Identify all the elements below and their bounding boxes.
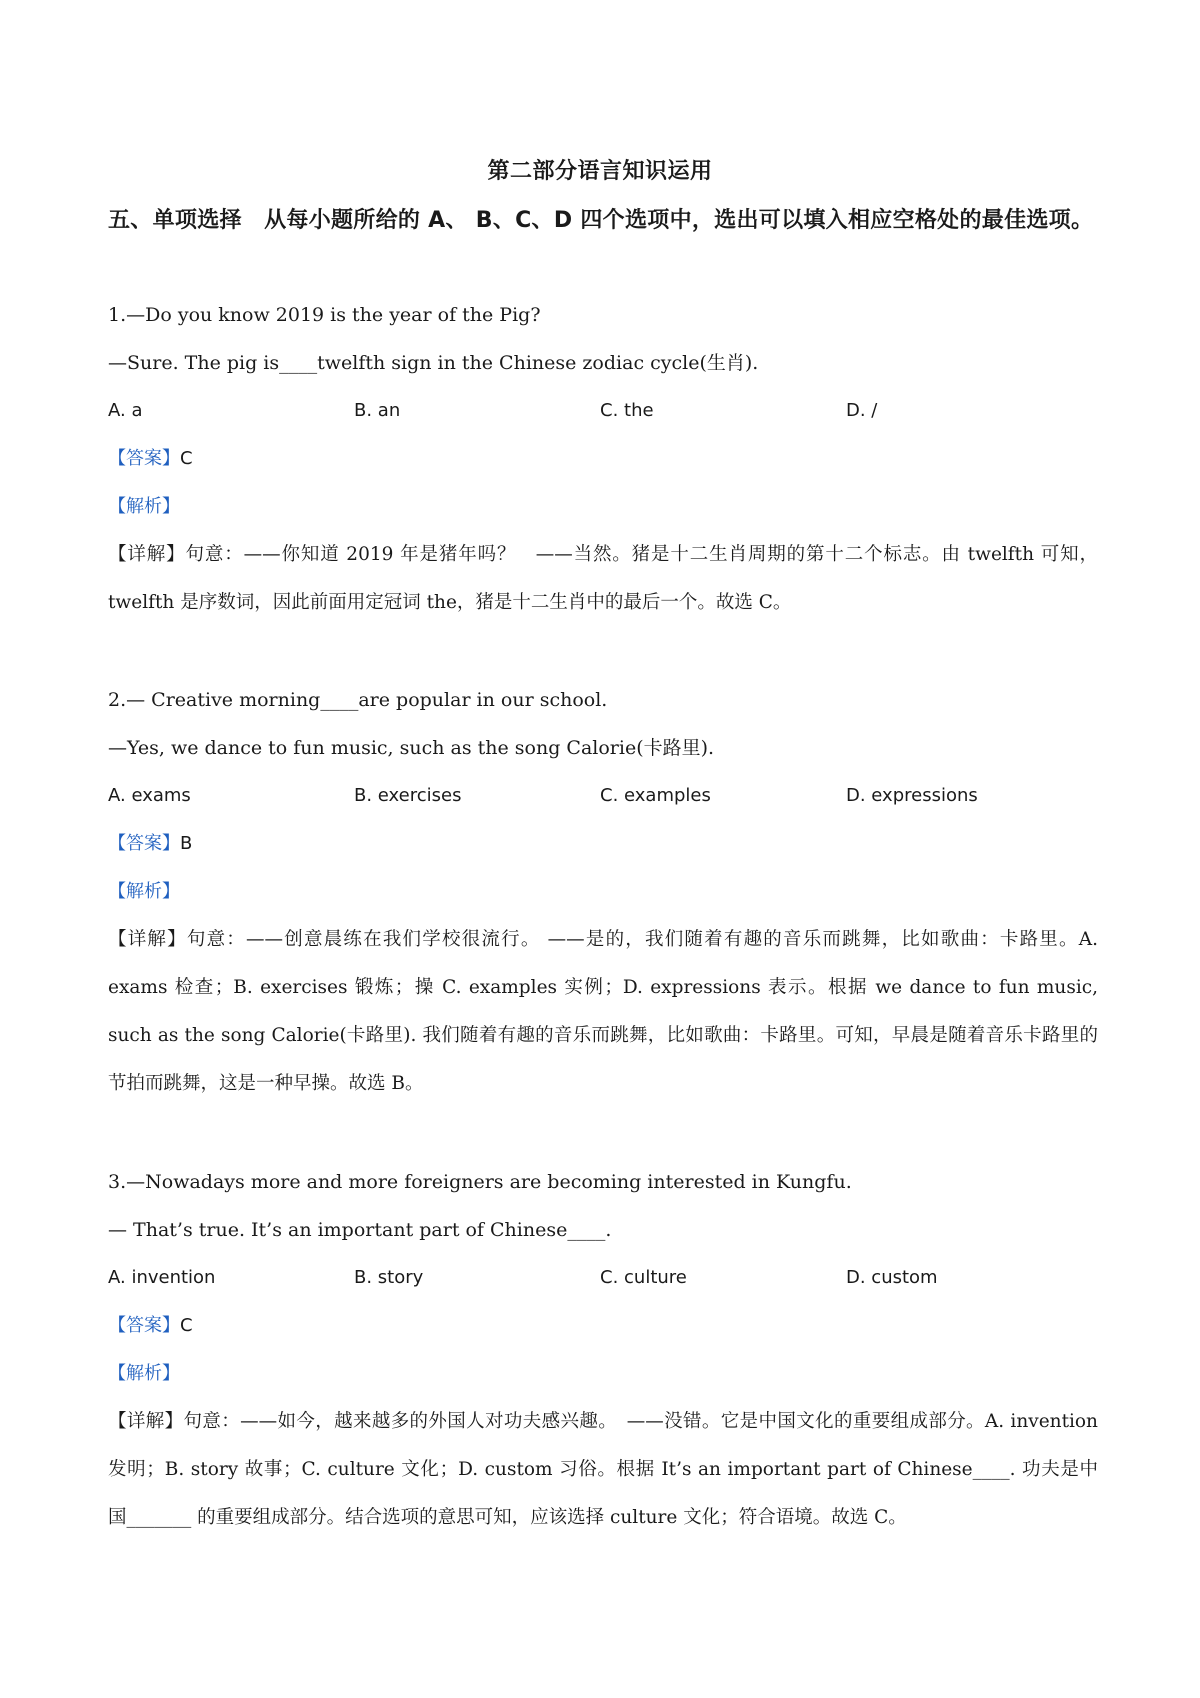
question-stem-reply: —Sure. The pig is____twelfth sign in the Chinese zodiac cycle(生肖). [108, 352, 759, 374]
options-row [108, 387, 1098, 435]
detail-paragraph [108, 1398, 1098, 1542]
option-c: C. culture [600, 1267, 687, 1288]
option-b: B. exercises [354, 785, 462, 806]
option-d: D. custom [846, 1267, 938, 1288]
question-1 [108, 291, 1098, 627]
question-stem-reply: —Yes, we dance to fun music, such as the song Calorie(卡路里). [108, 737, 715, 759]
detail-text: 句意：——如今，越来越多的外国人对功夫感兴趣。 ——没错。它是中国文化的重要组成部分。A. invention 发明；B. story 故事；C. culture 文化；D. custom 习俗。根据 It’s an important part of Chinese____. 功夫是中国_______ 的重要组成部分。结合选项的意思可知，应该选择 culture 文化；符合语境。故选 C。 [108, 1411, 1098, 1528]
option-c: C. the [600, 400, 654, 421]
option-a: A. exams [108, 785, 191, 806]
detail-paragraph [108, 531, 1098, 627]
analysis-tag: 【解析】 [108, 881, 180, 902]
detail-tag: 【详解】 [108, 544, 186, 565]
option-b: B. story [354, 1267, 424, 1288]
detail-text: 句意：——创意晨练在我们学校很流行。 ——是的，我们随着有趣的音乐而跳舞，比如歌曲：卡路里。A. exams 检查；B. exercises 锻炼；操 C. examples 实例；D. expressions 表示。根据 we dance to fun music, such as the song Calorie(卡路里). 我们随着有趣的音乐而跳舞，比如歌曲：卡路里。可知，早晨是随着音乐卡路里的节拍而跳舞，这是一种早操。故选 B。 [108, 929, 1098, 1094]
answer-line [108, 1302, 1098, 1350]
detail-paragraph [108, 916, 1098, 1108]
answer-value: B [180, 833, 193, 854]
option-c: C. examples [600, 785, 711, 806]
question-stem-reply: — That’s true. It’s an important part of Chinese____. [108, 1219, 612, 1241]
question-stem: 2.— Creative morning____are popular in our school. [108, 689, 608, 711]
analysis-line [108, 1350, 1098, 1398]
answer-line [108, 435, 1098, 483]
answer-tag: 【答案】 [108, 448, 180, 469]
analysis-tag: 【解析】 [108, 496, 180, 517]
analysis-line [108, 868, 1098, 916]
option-a: A. a [108, 400, 143, 421]
detail-text: 句意：——你知道 2019 年是猪年吗？ ——当然。猪是十二生肖周期的第十二个标志。由 twelfth 可知，twelfth 是序数词，因此前面用定冠词 the，猪是十二生肖中的最后一个。故选 C。 [108, 544, 1098, 613]
options-row [108, 772, 1098, 820]
section-title: 五、单项选择 从每小题所给的 A、 B、C、D 四个选项中，选出可以填入相应空格处的最佳选项。 [108, 208, 1094, 233]
answer-value: C [180, 448, 193, 469]
part-title: 第二部分语言知识运用 [487, 159, 713, 184]
option-d: D. expressions [846, 785, 978, 806]
analysis-tag: 【解析】 [108, 1363, 180, 1384]
detail-tag: 【详解】 [108, 1411, 184, 1432]
options-row [108, 1254, 1098, 1302]
question-3 [108, 1158, 1098, 1542]
answer-tag: 【答案】 [108, 1315, 180, 1336]
answer-tag: 【答案】 [108, 833, 180, 854]
question-stem: 1.—Do you know 2019 is the year of the Pig? [108, 304, 541, 326]
question-2 [108, 676, 1098, 1108]
analysis-line [108, 483, 1098, 531]
option-a: A. invention [108, 1267, 216, 1288]
question-stem: 3.—Nowadays more and more foreigners are becoming interested in Kungfu. [108, 1171, 852, 1193]
detail-tag: 【详解】 [108, 929, 187, 950]
answer-value: C [180, 1315, 193, 1336]
option-d: D. / [846, 400, 878, 421]
answer-line [108, 820, 1098, 868]
option-b: B. an [354, 400, 401, 421]
